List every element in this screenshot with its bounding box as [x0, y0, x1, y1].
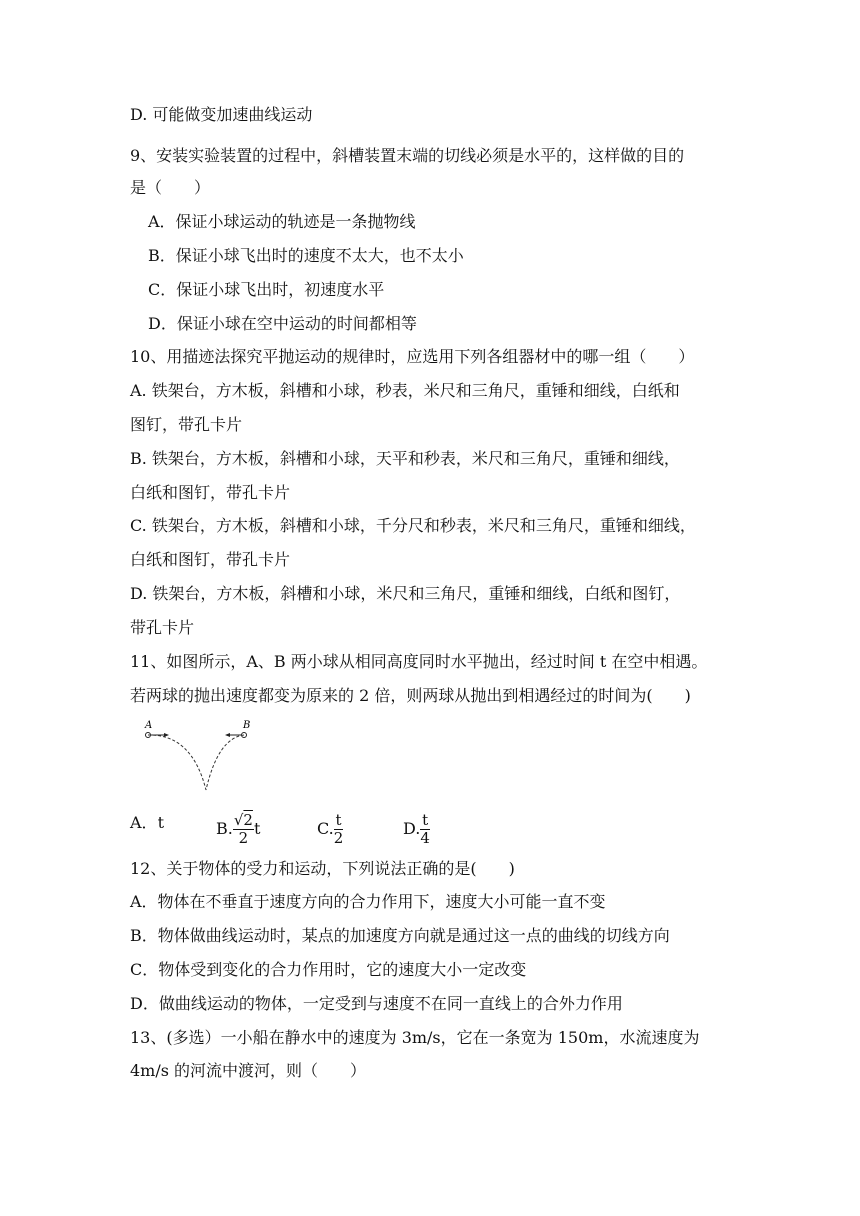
q11-stem-line2: 若两球的抛出速度都变为原来的 2 倍，则两球从抛出到相遇经过的时间为( ) [130, 686, 691, 705]
q11-option-b-radicand: 2 [243, 811, 253, 829]
q9-option-a: A．保证小球运动的轨迹是一条抛物线 [148, 212, 416, 231]
q9-stem-line1: 9、安装实验装置的过程中，斜槽装置末端的切线必须是水平的，这样做的目的 [130, 146, 685, 165]
q11-option-d [403, 812, 430, 847]
q11-option-b-denominator: 2 [238, 829, 249, 847]
figure-label-b: B [243, 720, 251, 731]
trajectory-diagram [140, 716, 260, 796]
q10-option-a-line1: A. 铁架台，方木板，斜槽和小球，秒表，米尺和三角尺，重锤和细线，白纸和 [130, 381, 680, 400]
q9-option-c: C．保证小球飞出时，初速度水平 [148, 280, 385, 299]
q10-option-d-line2: 带孔卡片 [130, 618, 195, 637]
q11-option-b [216, 812, 260, 847]
q12-option-a: A．物体在不垂直于速度方向的合力作用下，速度大小可能一直不变 [130, 892, 606, 911]
q11-stem-line1: 11、如图所示，A、B 两小球从相同高度同时水平抛出，经过时间 t 在空中相遇。 [130, 652, 708, 671]
q11-option-c-numerator: t [335, 811, 342, 829]
q11-option-d-fraction [420, 812, 430, 847]
q11-option-c-prefix: C. [317, 819, 334, 838]
q11-figure [140, 716, 260, 796]
q11-option-d-numerator: t [422, 811, 429, 829]
q10-option-c-line2: 白纸和图钉，带孔卡片 [130, 550, 291, 569]
q8-option-d: D. 可能做变加速曲线运动 [130, 105, 313, 124]
q11-option-b-var: t [253, 819, 261, 838]
q10-option-b-line1: B. 铁架台，方木板，斜槽和小球，天平和秒表，米尺和三角尺，重锤和细线， [130, 449, 680, 468]
q11-option-c-denominator: 2 [333, 829, 344, 847]
q12-option-d: D．做曲线运动的物体，一定受到与速度不在同一直线上的合外力作用 [130, 994, 623, 1013]
q11-option-a-value: t [157, 813, 164, 832]
q11-option-c-fraction [334, 812, 344, 847]
q10-option-a-line2: 图钉，带孔卡片 [130, 415, 243, 434]
q11-option-d-prefix: D. [403, 819, 421, 838]
q11-option-d-denominator: 4 [420, 829, 430, 847]
q10-option-b-line2: 白纸和图钉，带孔卡片 [130, 483, 291, 502]
q12-stem: 12、关于物体的受力和运动，下列说法正确的是( ) [130, 859, 515, 878]
q10-option-d-line1: D. 铁架台，方木板，斜槽和小球，米尺和三角尺，重锤和细线，白纸和图钉， [130, 584, 681, 603]
arrowhead-a [164, 733, 169, 737]
q9-option-b: B．保证小球飞出时的速度不太大，也不太小 [148, 246, 464, 265]
q10-option-c-line1: C. 铁架台，方木板，斜槽和小球，千分尺和秒表，米尺和三角尺，重锤和细线， [130, 516, 696, 535]
q11-option-b-prefix: B. [216, 819, 233, 838]
trajectory-a [148, 735, 206, 790]
q11-option-b-fraction [233, 812, 254, 847]
q9-option-d: D．保证小球在空中运动的时间都相等 [148, 314, 417, 333]
q12-option-c: C．物体受到变化的合力作用时，它的速度大小一定改变 [130, 960, 527, 979]
q11-option-b-numerator: √2 [233, 811, 253, 829]
q11-option-c [317, 812, 343, 847]
q9-stem-line2: 是（ ） [130, 178, 211, 197]
q12-option-b: B．物体做曲线运动时，某点的加速度方向就是通过这一点的曲线的切线方向 [130, 926, 670, 945]
arrowhead-b [225, 733, 230, 737]
trajectory-b [206, 735, 244, 790]
q11-option-a-prefix: A． [130, 813, 158, 832]
figure-label-a: A [145, 720, 153, 731]
q11-option-a [130, 812, 164, 834]
q13-stem-line1: 13、(多选）一小船在静水中的速度为 3m/s，它在一条宽为 150m，水流速度为 [130, 1028, 700, 1047]
q10-stem: 10、用描迹法探究平抛运动的规律时，应选用下列各组器材中的哪一组（ ） [130, 347, 695, 366]
q13-stem-line2: 4m/s 的河流中渡河，则（ ） [130, 1061, 367, 1080]
